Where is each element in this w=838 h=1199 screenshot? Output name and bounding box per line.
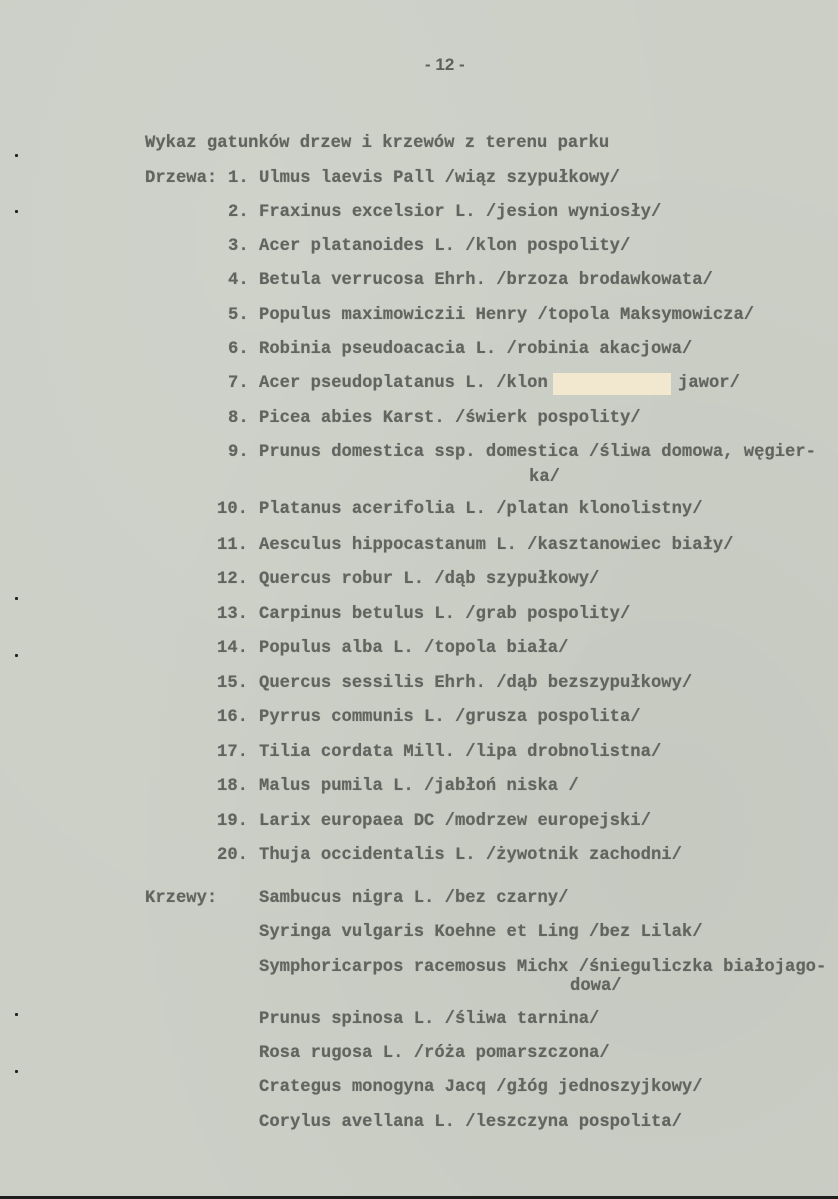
shrub-item-text: Syringa vulgaris Koehne et Ling /bez Lilak/ [259, 923, 703, 942]
document-title: Wykaz gatunków drzew i krzewów z terenu parku [145, 134, 610, 153]
tree-item-text: Prunus domestica ssp. domestica /śliwa domowa, węgier- [259, 443, 816, 462]
tree-item-text: Populus maximowiczii Henry /topola Maksymowicza/ [259, 306, 755, 325]
tree-item-num: 16. [217, 708, 248, 727]
margin-dot [15, 1013, 18, 1016]
tree-item-num: 17. [217, 743, 248, 762]
shrub-item-text: Crategus monogyna Jacq /głóg jednoszyjkowy/ [259, 1078, 703, 1097]
redaction-box [553, 373, 671, 395]
tree-item-text: Aesculus hippocastanum L. /kasztanowiec biały/ [259, 536, 734, 555]
shrub-item-text: Symphoricarpos racemosus Michx /śnieguliczka białojago- [259, 958, 827, 977]
trees-label: Drzewa: [145, 169, 218, 188]
tree-item-continuation: ka/ [529, 468, 560, 487]
tree-item-num: 14. [217, 639, 248, 658]
tree-item-text: Malus pumila L. /jabłoń niska / [259, 777, 579, 796]
tree-item-text: Pyrrus communis L. /grusza pospolita/ [259, 708, 641, 727]
tree-item-num: 15. [217, 674, 248, 693]
tree-item-text: Populus alba L. /topola biała/ [259, 639, 569, 658]
tree-item-text: Tilia cordata Mill. /lipa drobnolistna/ [259, 743, 662, 762]
page-number: - 12 - [425, 55, 465, 74]
shrub-item-text: Rosa rugosa L. /róża pomarszczona/ [259, 1044, 610, 1063]
tree-item-num: 8. [228, 409, 249, 428]
tree-item-text: Acer pseudoplatanus L. /klon [259, 374, 548, 393]
tree-item-num: 2. [228, 203, 249, 222]
tree-item-num: 3. [228, 237, 249, 256]
tree-item-text: Betula verrucosa Ehrh. /brzoza brodawkowata/ [259, 271, 713, 290]
tree-item-text: Larix europaea DC /modrzew europejski/ [259, 812, 651, 831]
tree-item-text: Quercus robur L. /dąb szypułkowy/ [259, 570, 600, 589]
tree-item-text: Carpinus betulus L. /grab pospolity/ [259, 605, 631, 624]
shrub-item-text: Corylus avellana L. /leszczyna pospolita/ [259, 1113, 682, 1132]
tree-item-num: 1. [228, 169, 249, 188]
tree-item-text: Acer platanoides L. /klon pospolity/ [259, 237, 631, 256]
tree-item-text: Platanus acerifolia L. /platan klonolistny/ [259, 500, 703, 519]
shrub-item-text: Sambucus nigra L. /bez czarny/ [259, 889, 569, 908]
margin-dot [15, 597, 18, 600]
tree-item-num: 5. [228, 306, 249, 325]
margin-dot [15, 210, 18, 213]
tree-item-num: 13. [217, 605, 248, 624]
tree-item-text: Robinia pseudoacacia L. /robinia akacjowa/ [259, 340, 693, 359]
tree-item-num: 12. [217, 570, 248, 589]
tree-item-num: 7. [228, 374, 249, 393]
tree-item-num: 6. [228, 340, 249, 359]
tree-item-text: Ulmus laevis Pall /wiąz szypułkowy/ [259, 169, 620, 188]
tree-item-num: 18. [217, 777, 248, 796]
shrub-item-text: Prunus spinosa L. /śliwa tarnina/ [259, 1010, 600, 1029]
tree-item-text: Thuja occidentalis L. /żywotnik zachodni/ [259, 846, 682, 865]
shrubs-label: Krzewy: [145, 889, 218, 908]
tree-item-num: 19. [217, 812, 248, 831]
tree-item-num: 4. [228, 271, 249, 290]
tree-item-text: Picea abies Karst. /świerk pospolity/ [259, 409, 641, 428]
tree-item-num: 10. [217, 500, 248, 519]
tree-item-num: 11. [217, 536, 248, 555]
margin-dot [15, 654, 18, 657]
margin-dot [15, 1070, 18, 1073]
shrub-item-continuation: dowa/ [570, 977, 622, 996]
tree-item-text: Fraxinus excelsior L. /jesion wyniosły/ [259, 203, 662, 222]
tree-item-num: 20. [217, 846, 248, 865]
margin-dot [15, 154, 18, 157]
tree-item-num: 9. [228, 443, 249, 462]
tree-item-text-after-redaction: jawor/ [678, 374, 740, 393]
tree-item-text: Quercus sessilis Ehrh. /dąb bezszypułkowy/ [259, 674, 693, 693]
